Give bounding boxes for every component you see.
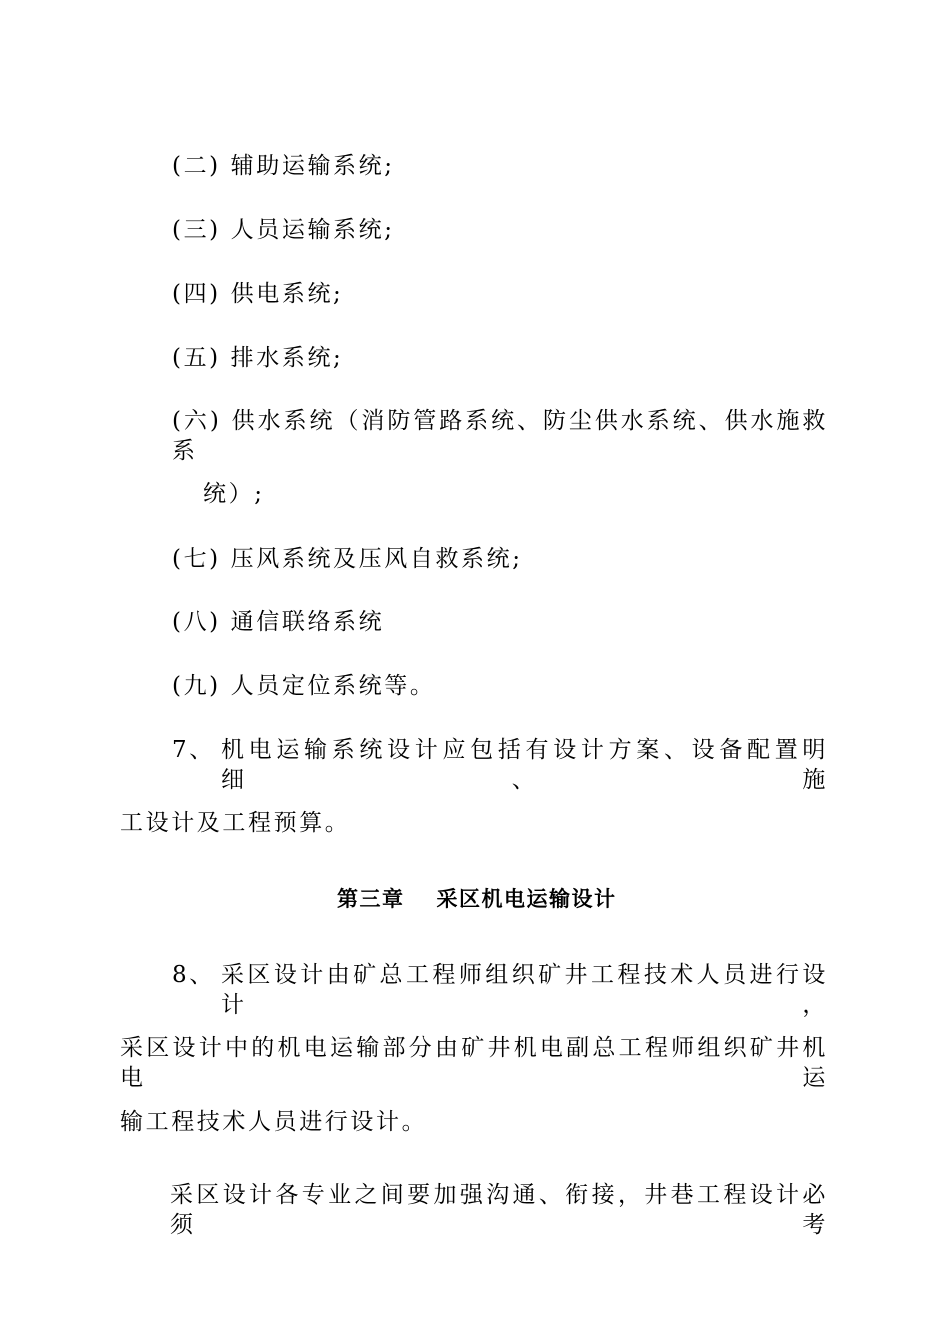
list-item-9: (九) 人员定位系统等。 (172, 673, 436, 699)
list-item-5: (五) 排水系统; (172, 345, 344, 371)
article-8-text-line3: 输工程技术人员进行设计。 (120, 1109, 428, 1135)
article-8-text-line1: 采区设计由矿总工程师组织矿井工程技术人员进行设计， (221, 962, 828, 1018)
article-8-number: 8、 (172, 962, 215, 988)
chapter-title: 采区机电运输设计 (436, 886, 617, 911)
list-item-3: (三) 人员运输系统; (172, 217, 395, 243)
chapter-heading (337, 884, 617, 914)
article-7-text-line1: 机电运输系统设计应包括有设计方案、设备配置明细、施 (221, 737, 828, 793)
article-7-number: 7、 (172, 737, 215, 763)
list-item-4: (四) 供电系统; (172, 281, 344, 307)
list-item-7: (七) 压风系统及压风自救系统; (172, 546, 523, 572)
list-item-8: (八) 通信联络系统 (172, 609, 385, 635)
list-item-2: (二) 辅助运输系统; (172, 153, 395, 179)
chapter-number: 第三章 (337, 886, 405, 911)
list-item-6: (六) 供水系统（消防管路系统、防尘供水系统、供水施救系 (172, 408, 828, 464)
article-8-text-line2: 采区设计中的机电运输部分由矿井机电副总工程师组织矿井机电运 (120, 1035, 828, 1091)
list-item-6-continuation: 统）; (203, 481, 265, 507)
paragraph-last: 采区设计各专业之间要加强沟通、衔接，井巷工程设计必须考 (170, 1182, 828, 1238)
article-7-text-line2: 工设计及工程预算。 (120, 810, 351, 836)
